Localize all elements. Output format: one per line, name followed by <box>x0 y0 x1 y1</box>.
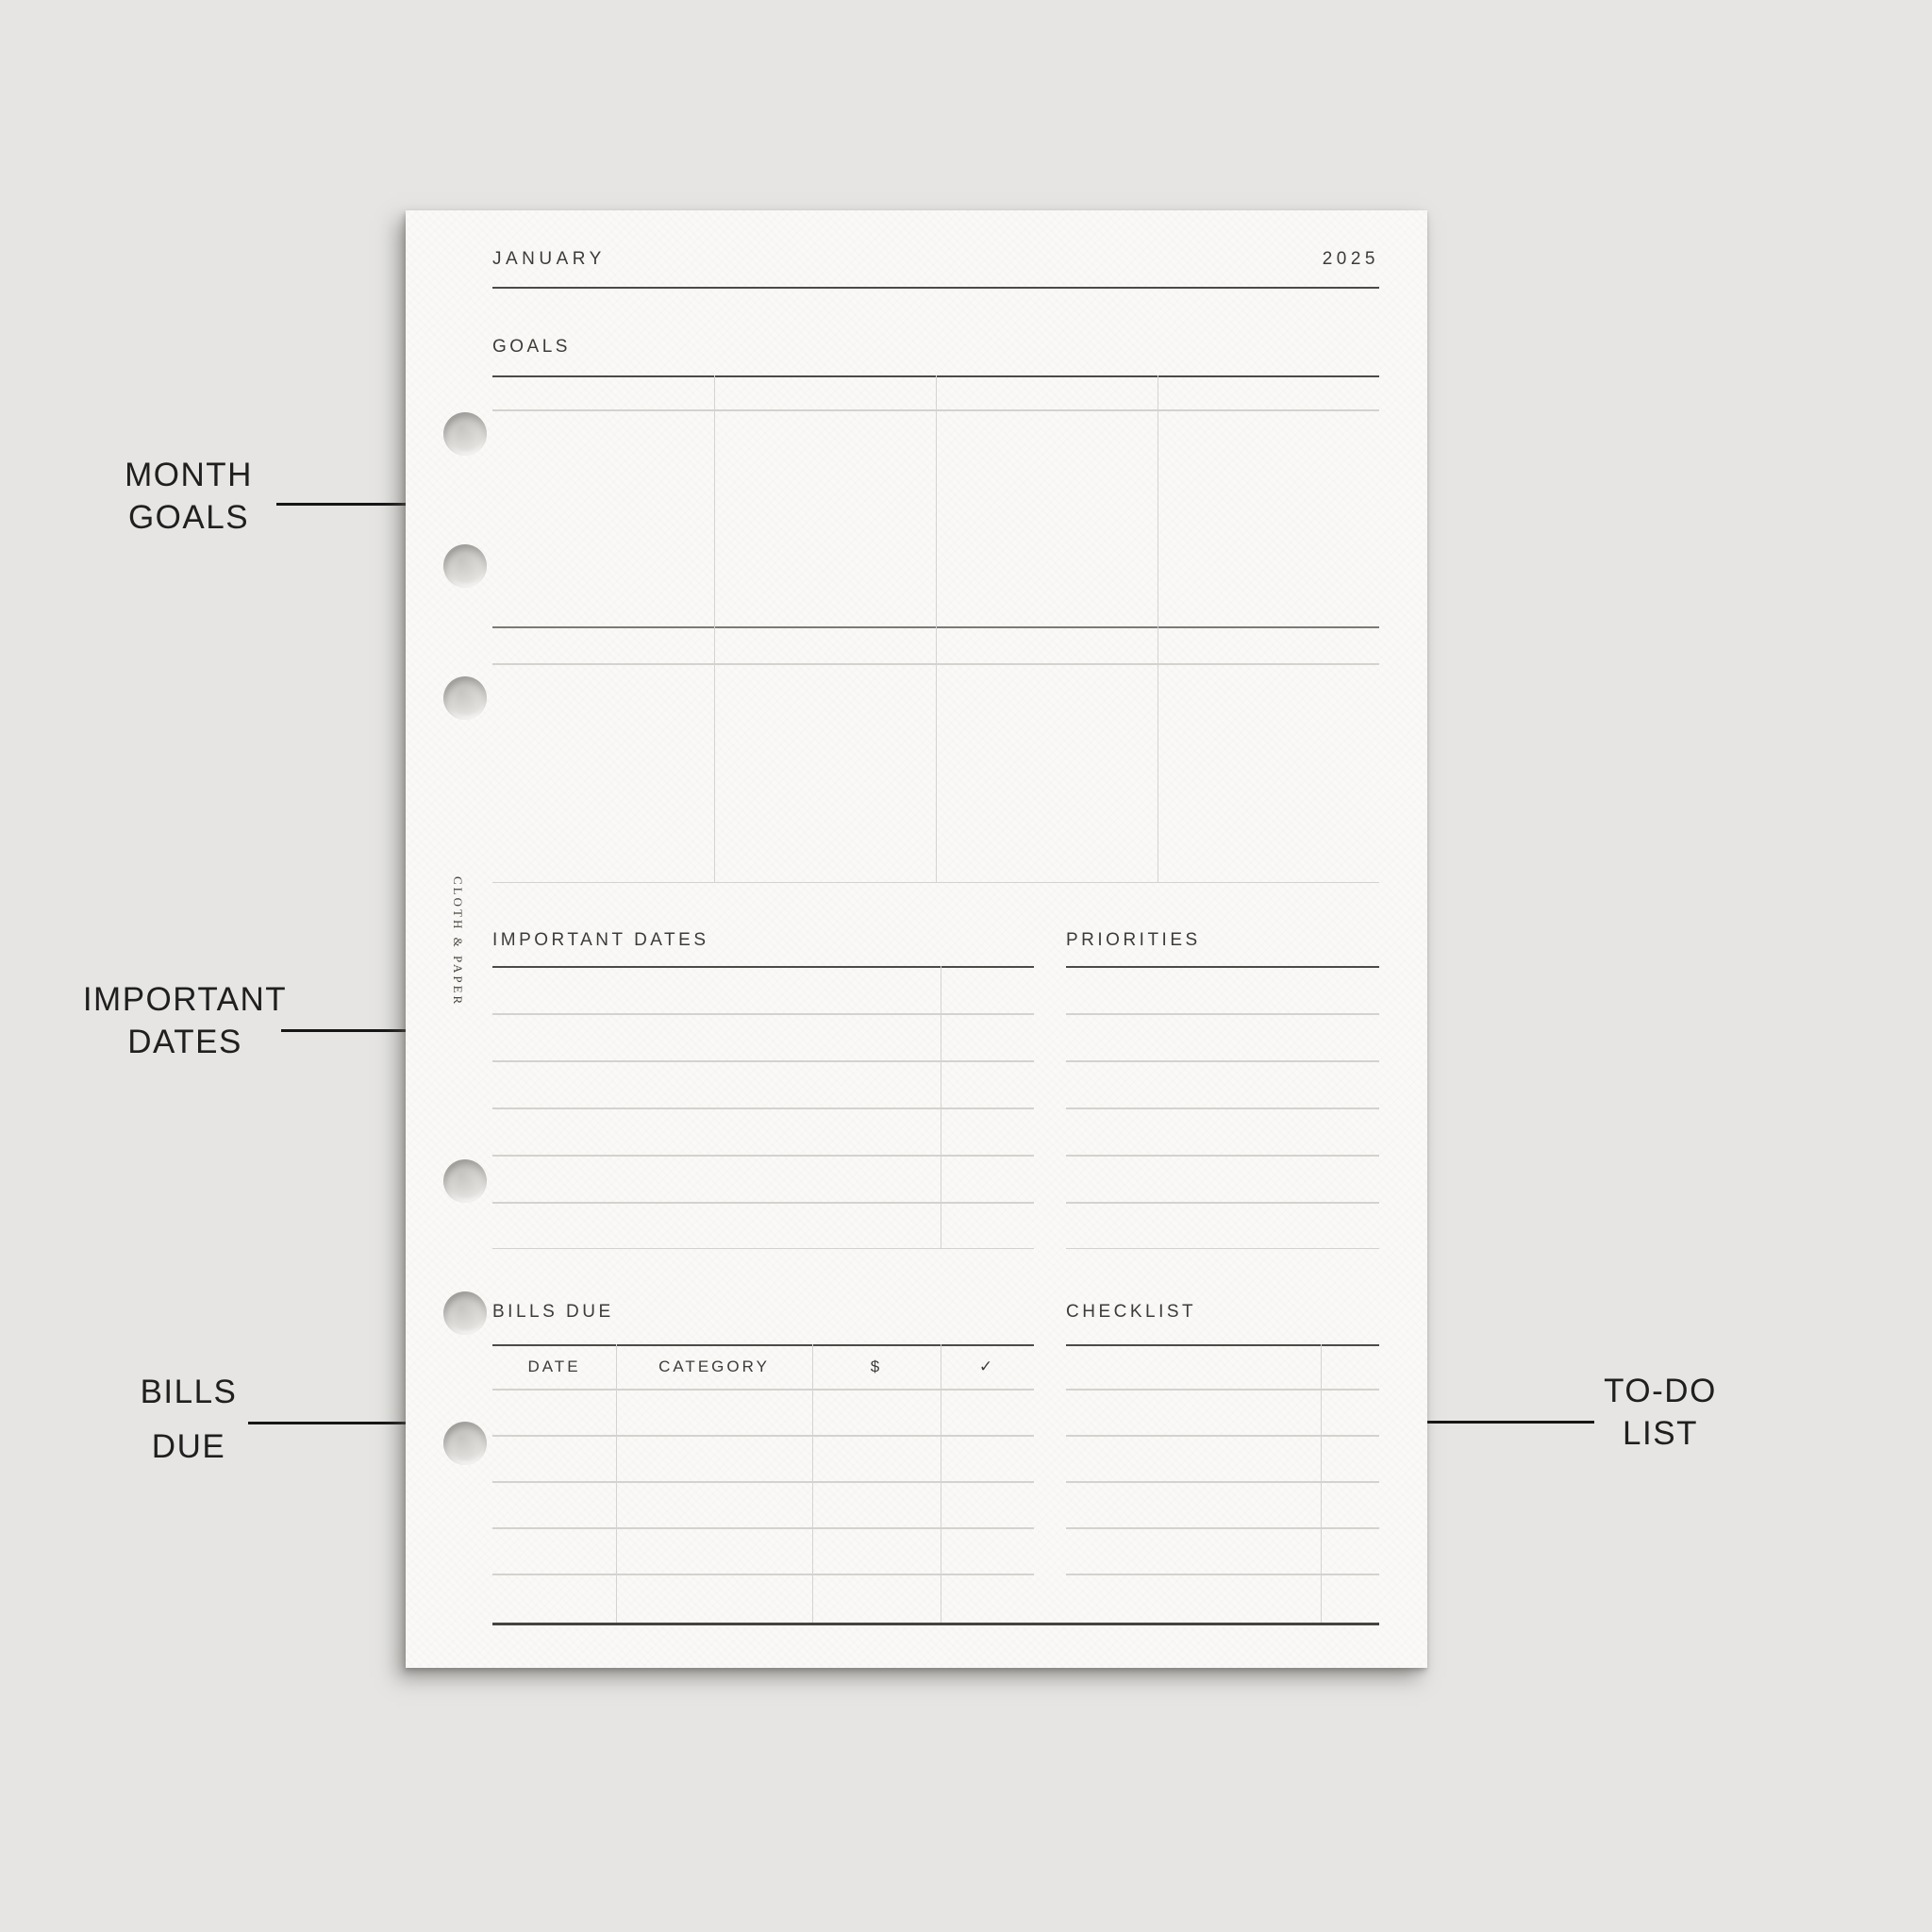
bills-due-column-divider-2 <box>812 1344 813 1624</box>
priorities-section-title: PRIORITIES <box>1066 930 1201 950</box>
checklist-row-line <box>1066 1389 1379 1391</box>
checklist-section-title: CHECKLIST <box>1066 1302 1197 1322</box>
checklist-column-divider <box>1321 1344 1322 1624</box>
annotation-bills-due <box>38 1365 340 1474</box>
bills-due-column-divider-1 <box>616 1344 617 1624</box>
annotation-bills-due-line1: BILLS <box>140 1374 238 1410</box>
annotation-important-dates-line1: IMPORTANT <box>82 981 288 1018</box>
annotation-todo-list-line2: LIST <box>1623 1415 1698 1452</box>
goals-grid <box>492 375 1379 883</box>
priorities-row-line <box>1066 1060 1379 1062</box>
punch-hole-4 <box>443 1159 487 1203</box>
priorities-row-line <box>1066 1108 1379 1109</box>
checklist-top-rule <box>1066 1344 1379 1346</box>
priorities-row-line <box>1066 1155 1379 1157</box>
planner-page <box>406 210 1427 1668</box>
bills-due-col-amount: $ <box>870 1357 883 1375</box>
punch-hole-6 <box>443 1422 487 1465</box>
bills-due-col-date: DATE <box>527 1357 581 1375</box>
priorities-row-line <box>1066 1013 1379 1015</box>
checklist-row-line <box>1066 1435 1379 1437</box>
important-dates-row-line <box>492 1248 1034 1250</box>
bills-due-col-category: CATEGORY <box>658 1357 770 1375</box>
punch-hole-2 <box>443 544 487 588</box>
important-dates-row-line <box>492 1108 1034 1109</box>
bills-due-row-line <box>492 1527 1034 1529</box>
important-dates-table <box>492 966 1034 1249</box>
bills-due-row-line <box>492 1435 1034 1437</box>
bills-due-header-row <box>492 1344 1034 1389</box>
punch-hole-5 <box>443 1291 487 1335</box>
checklist-row-line <box>1066 1481 1379 1483</box>
annotation-important-dates <box>25 978 345 1063</box>
important-dates-section-title: IMPORTANT DATES <box>492 930 709 950</box>
important-dates-top-rule <box>492 966 1034 968</box>
important-dates-row-line <box>492 1013 1034 1015</box>
bills-due-section-title: BILLS DUE <box>492 1302 614 1322</box>
priorities-row-line <box>1066 1248 1379 1250</box>
priorities-row-line <box>1066 1202 1379 1204</box>
year-title: 2025 <box>1322 249 1379 269</box>
month-title: JANUARY <box>492 249 606 269</box>
bills-due-col-check checkmark-icon: ✓ <box>978 1357 996 1375</box>
bills-due-row-line <box>492 1481 1034 1483</box>
important-dates-row-line <box>492 1155 1034 1157</box>
important-dates-row-line <box>492 1202 1034 1204</box>
bills-due-row-line <box>492 1574 1034 1575</box>
priorities-table <box>1066 966 1379 1249</box>
priorities-top-rule <box>1066 966 1379 968</box>
annotation-bills-due-line2: DUE <box>151 1428 226 1465</box>
checklist-table <box>1066 1344 1379 1624</box>
annotation-important-dates-line2: DATES <box>127 1024 242 1060</box>
brand-spine-text: CLOTH & PAPER <box>451 876 465 1008</box>
punch-hole-1 <box>443 412 487 456</box>
checklist-row-line <box>1066 1527 1379 1529</box>
page-bottom-rule <box>492 1623 1379 1625</box>
bills-due-row-line <box>492 1389 1034 1391</box>
annotation-todo-list <box>1509 1370 1811 1455</box>
annotation-month-goals <box>38 454 340 539</box>
goals-grid-column-divider-1 <box>714 375 715 883</box>
important-dates-row-line <box>492 1060 1034 1062</box>
annotation-month-goals-line1: MONTH <box>125 457 253 493</box>
punch-hole-3 <box>443 676 487 720</box>
annotation-todo-list-line1: TO-DO <box>1604 1373 1717 1409</box>
checklist-row-line <box>1066 1574 1379 1575</box>
annotation-month-goals-line2: GOALS <box>127 499 250 536</box>
goals-section-title: GOALS <box>492 337 571 357</box>
goals-grid-column-divider-2 <box>936 375 937 883</box>
bills-due-table <box>492 1344 1034 1624</box>
header-rule <box>492 287 1379 289</box>
